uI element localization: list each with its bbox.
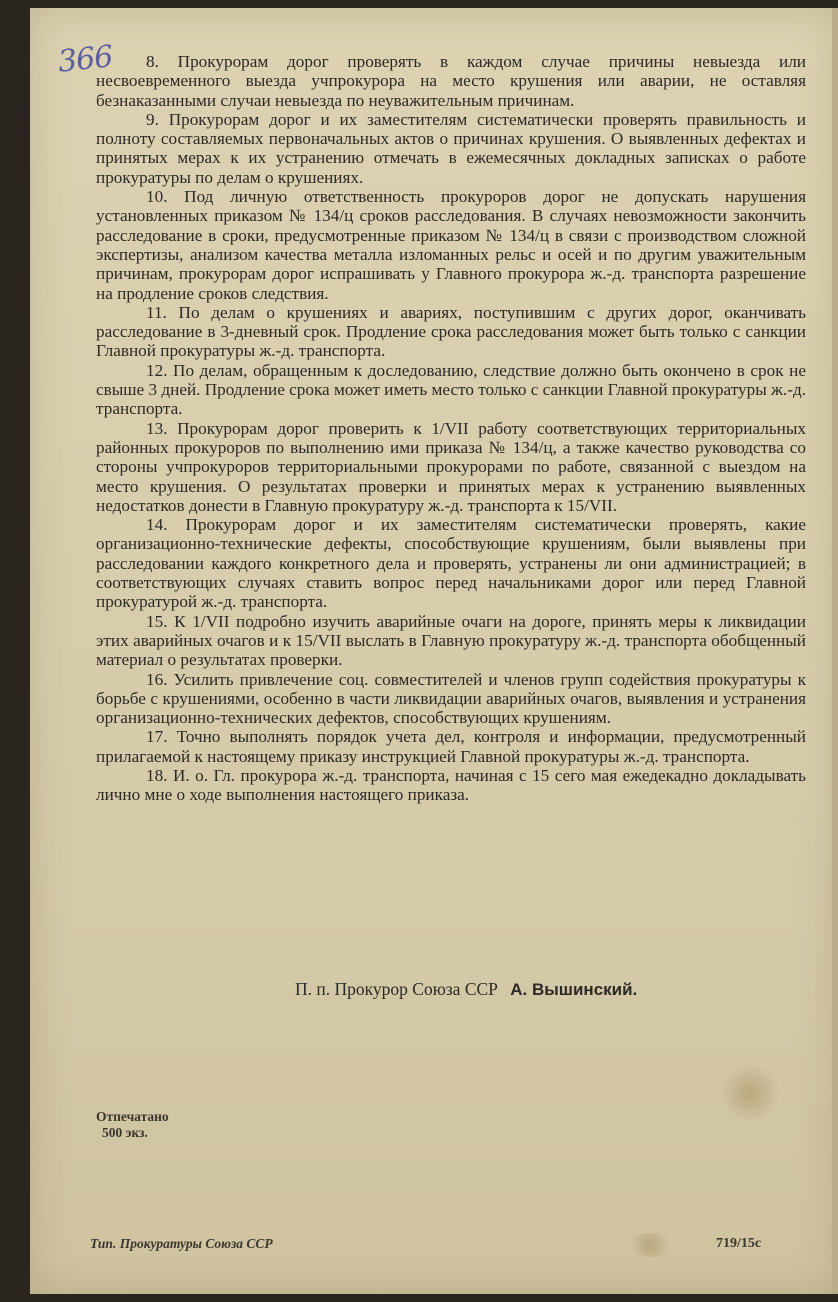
page-edge <box>832 8 838 1294</box>
print-note-line2: 500 экз. <box>102 1125 148 1140</box>
print-run-note <box>96 1109 169 1141</box>
archive-number: 366 <box>56 39 114 80</box>
paragraph-14: 14. Прокурорам дорог и их заместителям систематически проверять, какие организационно-технические дефекты, способствующие крушениям, были выявлены при расследовании каждого конкретного дела и проверять, устранены ли они администрацией; в соответствующих случаях ставить вопрос перед начальниками дорог или перед Главной прокуратурой ж.-д. транспорта. <box>96 515 806 612</box>
paragraph-8: 8. Прокурорам дорог проверять в каждом случае причины невыезда или несвоевременного выезда учпрокурора на место крушения или аварии, не оставляя безнаказанными случаи невыезда по неуважительным причинам. <box>96 52 806 110</box>
print-note-line1: Отпечатано <box>96 1109 169 1124</box>
paragraph-12: 12. По делам, обращенным к доследованию, следствие должно быть окончено в срок не свыше 3 дней. Продление срока может иметь место только с санкции Главной прокуратуры ж.-д. транспорта. <box>96 360 806 419</box>
signature-prefix: П. п. Прокурор Союза ССР <box>295 979 498 999</box>
footer-code: 719/15с <box>716 1236 762 1251</box>
paragraph-9: 9. Прокурорам дорог и их заместителям систематически проверять правильность и полноту составляемых первоначальных актов о причинах крушения. О выявленных дефектах и принятых мерах к их устранению отмечать в ежемесячных докладных записках о работе прокуратуры по делам о крушениях. <box>96 109 806 187</box>
signature-name: А. Вышинский. <box>510 980 638 999</box>
order-body <box>96 52 806 805</box>
document-page <box>30 8 838 1294</box>
paragraph-18: 18. И. о. Гл. прокурора ж.-д. транспорта, начиная с 15 сего мая ежедекадно докладывать лично мне о ходе выполнения настоящего приказа. <box>96 765 806 805</box>
paper-stain <box>720 1063 780 1123</box>
paragraph-13: 13. Прокурорам дорог проверить к 1/VII работу соответствующих территориальных районных прокуроров по выполнению ими приказа № 134/ц, а также качество руководства со стороны учпрокуроров территориальными прокурорами по работе, связанной с выездом на место крушения. О результатах проверки и принятых мерах к устранению выявленных недостатков донести в Главную прокуратуру ж.-д. транспорта к 15/VII. <box>96 418 806 515</box>
footer-printer: Тип. Прокуратуры Союза ССР <box>90 1236 273 1251</box>
paragraph-17: 17. Точно выполнять порядок учета дел, контроля и информации, предусмотренный прилагаемой к настоящему приказу инструкцией Главной прокуратуры ж.-д. транспорта. <box>96 727 806 766</box>
paper-stain <box>625 1233 675 1257</box>
paragraph-16: 16. Усилить привлечение соц. совместителей и членов групп содействия прокуратуры к борьбе с крушениями, особенно в части ликвидации аварийных очагов, выявления и устранения организационно-технических дефектов, способствующих крушениям. <box>96 669 806 728</box>
signature-line <box>295 979 815 1000</box>
paragraph-11: 11. По делам о крушениях и авариях, поступившим с других дорог, оканчивать расследование в 3-дневный срок. Продление срока расследования может быть только с санкции Главной прокуратуры ж.-д. транспорта. <box>96 302 806 361</box>
paragraph-15: 15. К 1/VII подробно изучить аварийные очаги на дороге, принять меры к ликвидации этих аварийных очагов и к 15/VII выслать в Главную прокуратуру ж.-д. транспорта обобщенный материал о результатах проверки. <box>96 611 806 670</box>
paragraph-10: 10. Под личную ответственность прокуроров дорог не допускать нарушения установленных приказом № 134/ц сроков расследования. В случаях невозможности закончить расследование в сроки, предусмотренные приказом № 134/ц в связи с производством сложной экспертизы, анализом качества металла изломанных рельс и осей и по другим уважительным причинам, прокурорам дорог испрашивать у Главного прокурора ж.-д. транспорта разрешение на продление сроков следствия. <box>96 187 806 303</box>
